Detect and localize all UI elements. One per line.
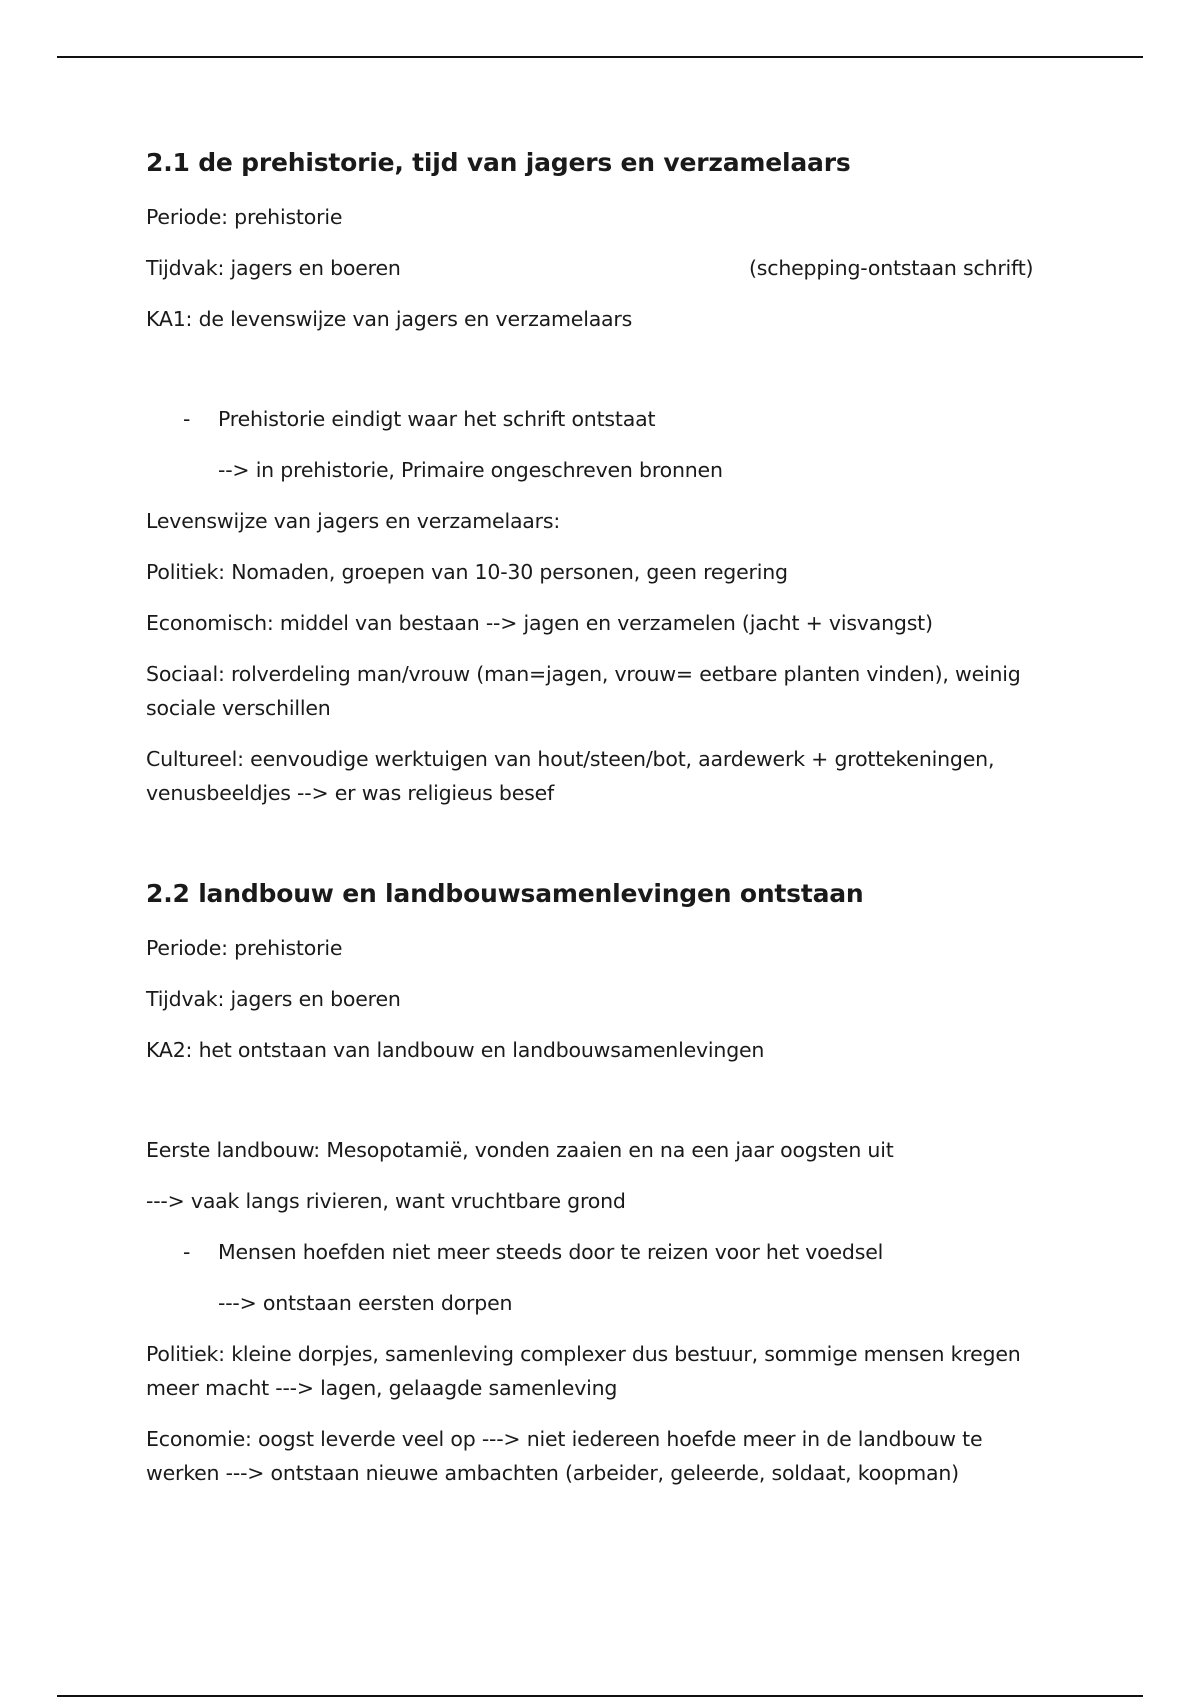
section-1-economisch: Economisch: middel van bestaan --> jagen en verzamelen (jacht + visvangst) (146, 611, 933, 635)
section-2-ka: KA2: het ontstaan van landbouw en landbouwsamenlevingen (146, 1038, 765, 1062)
section-1-cultureel-line-2: venusbeeldjes --> er was religieus besef (146, 781, 555, 805)
section-1-cultureel-line-1: Cultureel: eenvoudige werktuigen van hout/steen/bot, aardewerk + grottekeningen, (146, 747, 995, 771)
section-1-title: 2.1 de prehistorie, tijd van jagers en verzamelaars (146, 148, 851, 177)
section-1-periode: Periode: prehistorie (146, 205, 343, 229)
section-1-sociaal-line-2: sociale verschillen (146, 696, 331, 720)
footer-rule (57, 1695, 1143, 1697)
section-2-tijdvak: Tijdvak: jagers en boeren (146, 987, 401, 1011)
section-1-bullet-sub: --> in prehistorie, Primaire ongeschreven bronnen (218, 458, 723, 482)
section-2-periode: Periode: prehistorie (146, 936, 343, 960)
section-2-economie-line-1: Economie: oogst leverde veel op ---> niet iedereen hoefde meer in de landbouw te (146, 1427, 983, 1451)
section-1-ka: KA1: de levenswijze van jagers en verzamelaars (146, 307, 633, 331)
section-2-politiek-line-2: meer macht ---> lagen, gelaagde samenleving (146, 1376, 618, 1400)
section-1-politiek: Politiek: Nomaden, groepen van 10-30 personen, geen regering (146, 560, 788, 584)
section-2-bullet-sub: ---> ontstaan eersten dorpen (218, 1291, 513, 1315)
section-2-title: 2.2 landbouw en landbouwsamenlevingen ontstaan (146, 879, 864, 908)
bullet-dash: - (183, 1240, 191, 1264)
header-rule (57, 56, 1143, 58)
bullet-text: Prehistorie eindigt waar het schrift ontstaat (218, 407, 656, 431)
bullet-dash: - (183, 407, 191, 431)
section-2-eerste-landbouw: Eerste landbouw: Mesopotamië, vonden zaaien en na een jaar oogsten uit (146, 1138, 894, 1162)
section-2-politiek-line-1: Politiek: kleine dorpjes, samenleving complexer dus bestuur, sommige mensen kregen (146, 1342, 1021, 1366)
section-1-levenswijze-heading: Levenswijze van jagers en verzamelaars: (146, 509, 561, 533)
section-1-tijdvak-note: (schepping-ontstaan schrift) (749, 256, 1034, 280)
section-2-economie-line-2: werken ---> ontstaan nieuwe ambachten (arbeider, geleerde, soldaat, koopman) (146, 1461, 959, 1485)
bullet-text: Mensen hoefden niet meer steeds door te reizen voor het voedsel (218, 1240, 884, 1264)
section-1-tijdvak: Tijdvak: jagers en boeren (146, 256, 401, 280)
section-1-tijdvak-row (146, 251, 1066, 285)
section-2-rivieren: ---> vaak langs rivieren, want vruchtbare grond (146, 1189, 626, 1213)
section-1-sociaal-line-1: Sociaal: rolverdeling man/vrouw (man=jagen, vrouw= eetbare planten vinden), weinig (146, 662, 1021, 686)
